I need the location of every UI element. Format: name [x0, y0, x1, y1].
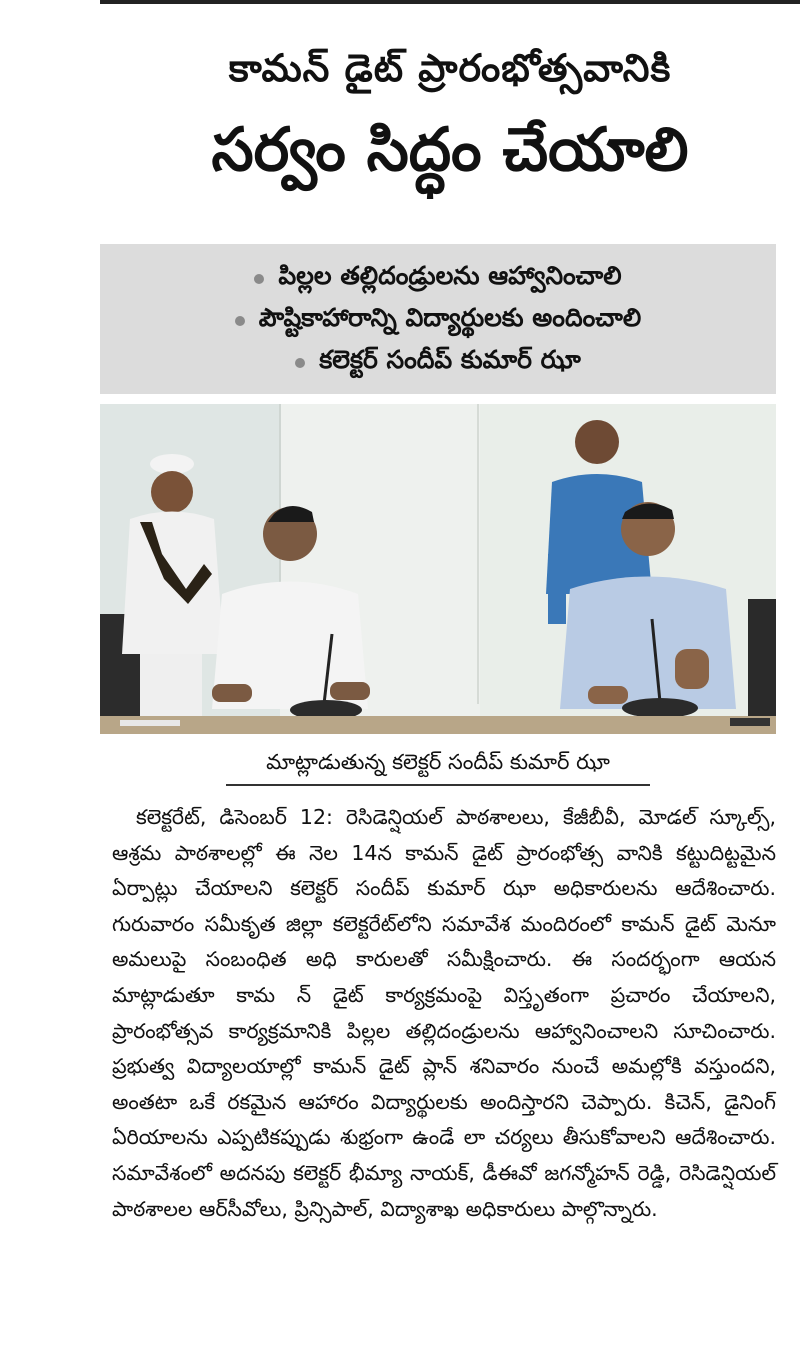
bullet-dot-icon	[295, 358, 305, 368]
headline-main: సర్వం సిద్ధం చేయాలి	[211, 115, 689, 185]
highlights-box	[100, 244, 776, 394]
highlight-item	[100, 342, 776, 384]
highlight-text: పౌష్టికాహారాన్ని విద్యార్థులకు అందించాలి	[258, 303, 642, 332]
highlight-text: కలెక్టర్ సందీప్ కుమార్ ఝా	[319, 345, 581, 374]
top-rule	[100, 0, 800, 4]
meeting-photo-illustration	[100, 404, 776, 734]
headline	[100, 40, 800, 198]
highlight-item	[100, 300, 776, 342]
meeting-photo	[100, 404, 776, 734]
highlight-text: పిల్లల తల్లిదండ్రులను ఆహ్వానించాలి	[278, 261, 622, 290]
photo-caption: మాట్లాడుతున్న కలెక్టర్ సందీప్ కుమార్ ఝా	[226, 740, 650, 786]
article-body: కలెక్టరేట్, డిసెంబర్ 12: రెసిడెన్షియల్ పాఠశాలలు, కేజీబీవీ, మోడల్ స్కూల్స్, ఆశ్రమ పాఠశాలల్లో ఈ నెల 14న కామన్ డైట్ ప్రారంభోత్స వానికి కట్టుదిట్టమైన ఏర్పాట్లు చేయాలని కలెక్టర్ సందీప్ కుమార్ ఝా అధికారులను ఆదేశించారు. గురువారం సమీకృత జిల్లా కలెక్టరేట్‌లోని సమావేశ మందిరంలో కామన్ డైట్ మెనూ అమలుపై సంబంధిత అధి కారులతో సమీక్షించారు. ఈ సందర్భంగా ఆయన మాట్లాడుతూ కామ న్ డైట్ కార్యక్రమంపై విస్తృతంగా ప్రచారం చేయాలని, ప్రారంభోత్సవ కార్యక్రమానికి పిల్లల తల్లిదండ్రులను ఆహ్వానించాలని సూచించారు. ప్రభుత్వ విద్యాలయాల్లో కామన్ డైట్ ప్లాన్ శనివారం నుంచే అమల్లోకి వస్తుందని, అంతటా ఒకే రకమైన ఆహారం విద్యార్థులకు అందిస్తారని చెప్పారు. కిచెన్, డైనింగ్ ఏరియాలను ఎప్పటికప్పుడు శుభ్రంగా ఉండే లా చర్యలు తీసుకోవాలని ఆదేశించారు. సమావేశంలో అదనపు కలెక్టర్ భీమ్యా నాయక్, డీఈవో జగన్మోహన్ రెడ్డి, రెసిడెన్షియల్ పాఠశాలల ఆర్‌సీవోలు, ప్రిన్సిపాల్, విద్యాశాఖ అధికారులు పాల్గొన్నారు.	[112, 805, 776, 1221]
highlight-item	[100, 258, 776, 300]
bullet-dot-icon	[235, 316, 245, 326]
bullet-dot-icon	[254, 274, 264, 284]
headline-kicker: కామన్ డైట్ ప్రారంభోత్సవానికి	[228, 46, 672, 90]
